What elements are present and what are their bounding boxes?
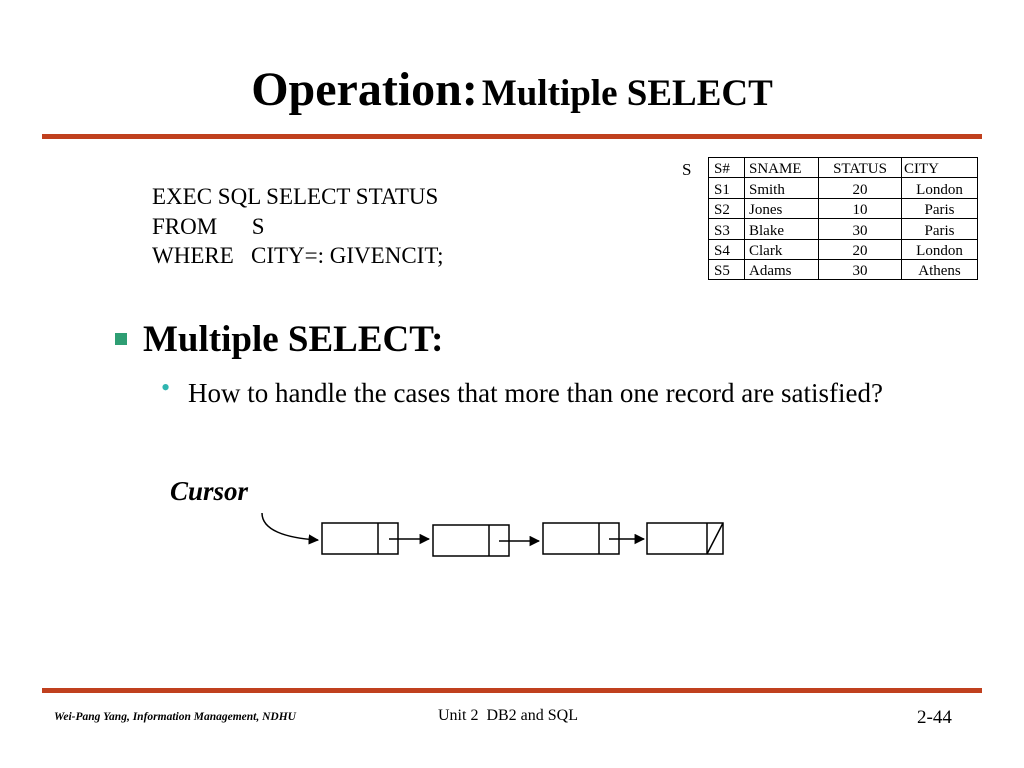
header-cell: CITY xyxy=(902,158,978,178)
bullet-subtext: How to handle the cases that more than one record are satisfied? xyxy=(188,378,883,408)
table-cell: 30 xyxy=(819,219,902,239)
table-cell: Paris xyxy=(902,219,978,239)
bottom-divider xyxy=(42,688,982,693)
title-sub: Multiple SELECT xyxy=(481,73,773,114)
header-cell: S# xyxy=(709,158,745,178)
header-cell: SNAME xyxy=(745,158,819,178)
list-node-1 xyxy=(322,523,398,554)
table-cell: Smith xyxy=(745,178,819,198)
dot-bullet-icon: • xyxy=(161,373,171,402)
table-cell: Adams xyxy=(745,259,819,279)
list-node-4 xyxy=(647,523,723,554)
table-cell: Blake xyxy=(745,219,819,239)
footer-author: Wei-Pang Yang, Information Management, NDHU xyxy=(54,711,296,723)
table-cell: Jones xyxy=(745,198,819,218)
table-cell: S3 xyxy=(709,219,745,239)
header-cell: STATUS xyxy=(819,158,902,178)
relation-name: S xyxy=(682,160,692,179)
table-cell: Clark xyxy=(745,239,819,259)
table-cell: S2 xyxy=(709,198,745,218)
table-cell: Paris xyxy=(902,198,978,218)
table-cell: 30 xyxy=(819,259,902,279)
table-cell: 10 xyxy=(819,198,902,218)
table-cell: S1 xyxy=(709,178,745,198)
bullet-heading: Multiple SELECT: xyxy=(143,319,444,360)
table-cell: S5 xyxy=(709,259,745,279)
code-line-2: FROM S xyxy=(152,214,265,239)
table-cell: Athens xyxy=(902,259,978,279)
code-line-3: WHERE CITY=: GIVENCIT; xyxy=(152,243,444,268)
table-cell: 20 xyxy=(819,178,902,198)
list-node-2 xyxy=(433,525,509,556)
title-main: Operation: xyxy=(251,63,478,116)
page-number: 2-44 xyxy=(917,707,952,728)
list-node-3 xyxy=(543,523,619,554)
table-cell: S4 xyxy=(709,239,745,259)
footer-unit: Unit 2 DB2 and SQL xyxy=(438,707,578,724)
table-cell: London xyxy=(902,178,978,198)
cursor-pointer-arrow xyxy=(262,513,318,540)
table-cell: 20 xyxy=(819,239,902,259)
cursor-label: Cursor xyxy=(170,476,249,506)
code-line-1: EXEC SQL SELECT STATUS xyxy=(152,184,439,209)
table-cell: London xyxy=(902,239,978,259)
